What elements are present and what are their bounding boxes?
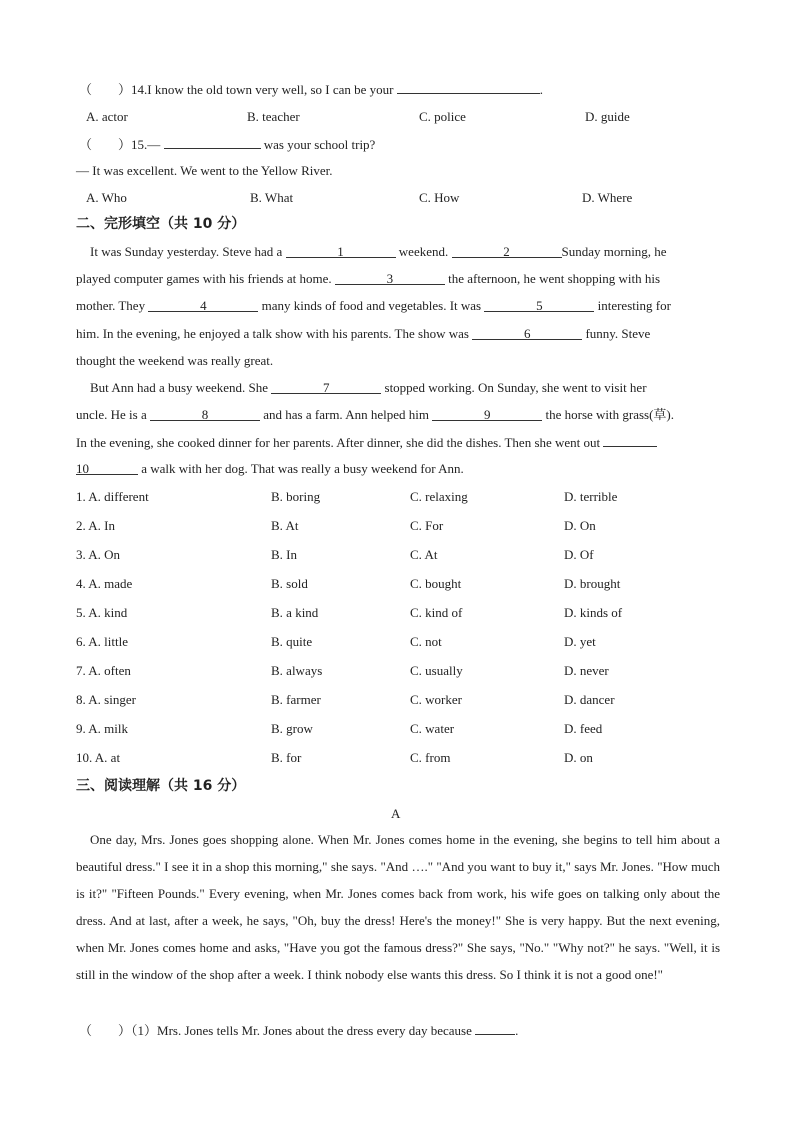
- answer-paren[interactable]: （ ）: [79, 1023, 132, 1038]
- cloze-line-1: It was Sunday yesterday. Steve had a 1 weekend. 2 Sunday morning, he: [90, 244, 667, 259]
- passage-label: A: [391, 806, 401, 821]
- cloze-line-2: played computer games with his friends at home. 3 the afternoon, he went shopping with his: [76, 271, 661, 286]
- cloze-blank-2[interactable]: 2: [452, 245, 562, 258]
- cloze-option-1-c[interactable]: C. relaxing: [410, 489, 468, 504]
- cloze-option-10-d[interactable]: D. on: [564, 750, 593, 765]
- option-a[interactable]: A. actor: [86, 109, 128, 124]
- cloze-blank-4[interactable]: 4: [148, 299, 258, 312]
- cloze-option-6-d[interactable]: D. yet: [564, 634, 596, 649]
- cloze-option-1-b[interactable]: B. boring: [271, 489, 321, 504]
- cloze-option-5-a[interactable]: 5. A. kind: [76, 605, 128, 620]
- cloze-blank-6[interactable]: 6: [472, 327, 582, 340]
- cloze-option-9-a[interactable]: 9. A. milk: [76, 721, 129, 736]
- cloze-option-3-d[interactable]: D. Of: [564, 547, 594, 562]
- cloze-option-6-b[interactable]: B. quite: [271, 634, 313, 649]
- cloze-option-10-a[interactable]: 10. A. at: [76, 750, 121, 765]
- option-d[interactable]: D. Where: [582, 190, 633, 205]
- question-stem: 14.I know the old town very well, so I can be your: [131, 82, 394, 97]
- cloze-option-2-d[interactable]: D. On: [564, 518, 596, 533]
- question-14: （ ）14.I know the old town very well, so I can be your .: [79, 82, 543, 97]
- option-b[interactable]: B. What: [250, 190, 294, 205]
- cloze-option-2-c[interactable]: C. For: [410, 518, 444, 533]
- cloze-blank-5[interactable]: 5: [484, 299, 594, 312]
- cloze-blank-9[interactable]: 9: [432, 408, 542, 421]
- answer-blank[interactable]: [475, 1022, 515, 1035]
- cloze-option-7-a[interactable]: 7. A. often: [76, 663, 131, 678]
- cloze-option-4-c[interactable]: C. bought: [410, 576, 462, 591]
- cloze-line-7: uncle. He is a 8 and has a farm. Ann helped him 9 the horse with grass(草).: [76, 407, 675, 422]
- cloze-option-10-b[interactable]: B. for: [271, 750, 302, 765]
- cloze-option-2-a[interactable]: 2. A. In: [76, 518, 115, 533]
- reading-passage: One day, Mrs. Jones goes shopping alone. When Mr. Jones comes home in the evening, she begins to tell him about a beautiful dress." I see it in a shop this morning," she says. "And …." "And you want to buy it," says Mr. Jones. "How much is it?" "Fifteen Pounds." Every evening, when Mr. Jones comes back from work, his wife goes on talking only about the dress. And at last, after a week, he says, "Oh, buy the dress! Here's the money!" She is very happy. But the next evening, when Mr. Jones comes home and asks, "Have you got the famous dress?" She says, "No." "Why not?" he says. "Well, it is still in the window of the shop after a week. I think nobody else wants this dress. So I think it is not a good one!": [76, 832, 720, 982]
- cloze-option-7-b[interactable]: B. always: [271, 663, 323, 678]
- cloze-option-7-c[interactable]: C. usually: [410, 663, 463, 678]
- cloze-blank-10-start[interactable]: [603, 434, 657, 447]
- section-title-reading: 三、阅读理解（共 16 分）: [76, 778, 246, 794]
- cloze-option-1-d[interactable]: D. terrible: [564, 489, 618, 504]
- cloze-option-5-c[interactable]: C. kind of: [410, 605, 463, 620]
- answer-paren[interactable]: （ ）: [79, 137, 132, 152]
- option-a[interactable]: A. Who: [86, 190, 127, 205]
- cloze-option-3-c[interactable]: C. At: [410, 547, 438, 562]
- cloze-blank-3[interactable]: 3: [335, 272, 445, 285]
- cloze-line-6: But Ann had a busy weekend. She 7 stopped working. On Sunday, she went to visit her: [90, 380, 647, 395]
- cloze-blank-7[interactable]: 7: [271, 381, 381, 394]
- cloze-option-6-c[interactable]: C. not: [410, 634, 442, 649]
- cloze-option-1-a[interactable]: 1. A. different: [76, 489, 149, 504]
- cloze-blank-1[interactable]: 1: [286, 245, 396, 258]
- reading-question-1: （ ）（1）Mrs. Jones tells Mr. Jones about the dress every day because .: [79, 1023, 519, 1038]
- answer-paren[interactable]: （ ）: [79, 82, 132, 97]
- cloze-option-3-b[interactable]: B. In: [271, 547, 297, 562]
- cloze-option-5-d[interactable]: D. kinds of: [564, 605, 623, 620]
- option-c[interactable]: C. How: [419, 190, 460, 205]
- cloze-line-8: In the evening, she cooked dinner for her parents. After dinner, she did the dishes. Then she went out: [76, 434, 657, 451]
- cloze-option-9-d[interactable]: D. feed: [564, 721, 603, 736]
- cloze-blank-10[interactable]: 10: [76, 462, 138, 475]
- cloze-blank-8[interactable]: 8: [150, 408, 260, 421]
- dialogue-answer: — It was excellent. We went to the Yellow River.: [76, 163, 333, 178]
- cloze-option-9-b[interactable]: B. grow: [271, 721, 313, 736]
- option-c[interactable]: C. police: [419, 109, 466, 124]
- cloze-option-6-a[interactable]: 6. A. little: [76, 634, 128, 649]
- cloze-option-8-b[interactable]: B. farmer: [271, 692, 321, 707]
- cloze-option-8-d[interactable]: D. dancer: [564, 692, 615, 707]
- cloze-option-7-d[interactable]: D. never: [564, 663, 609, 678]
- cloze-line-9: 10 a walk with her dog. That was really a busy weekend for Ann.: [76, 461, 464, 476]
- cloze-option-8-c[interactable]: C. worker: [410, 692, 462, 707]
- cloze-option-3-a[interactable]: 3. A. On: [76, 547, 121, 562]
- cloze-line-4: him. In the evening, he enjoyed a talk show with his parents. The show was 6 funny. Steve: [76, 326, 651, 341]
- cloze-option-10-c[interactable]: C. from: [410, 750, 451, 765]
- cloze-option-4-b[interactable]: B. sold: [271, 576, 308, 591]
- answer-blank[interactable]: [397, 81, 540, 94]
- option-b[interactable]: B. teacher: [247, 109, 300, 124]
- option-d[interactable]: D. guide: [585, 109, 630, 124]
- cloze-option-8-a[interactable]: 8. A. singer: [76, 692, 136, 707]
- cloze-line-5: thought the weekend was really great.: [76, 353, 274, 368]
- section-title-cloze: 二、完形填空（共 10 分）: [76, 216, 246, 232]
- cloze-option-9-c[interactable]: C. water: [410, 721, 455, 736]
- cloze-line-3: mother. They 4 many kinds of food and vegetables. It was 5 interesting for: [76, 298, 671, 313]
- cloze-option-5-b[interactable]: B. a kind: [271, 605, 319, 620]
- question-15: （ ）15.— was your school trip?: [79, 137, 376, 152]
- answer-blank[interactable]: [164, 136, 261, 149]
- cloze-option-4-a[interactable]: 4. A. made: [76, 576, 133, 591]
- cloze-option-2-b[interactable]: B. At: [271, 518, 299, 533]
- cloze-option-4-d[interactable]: D. brought: [564, 576, 621, 591]
